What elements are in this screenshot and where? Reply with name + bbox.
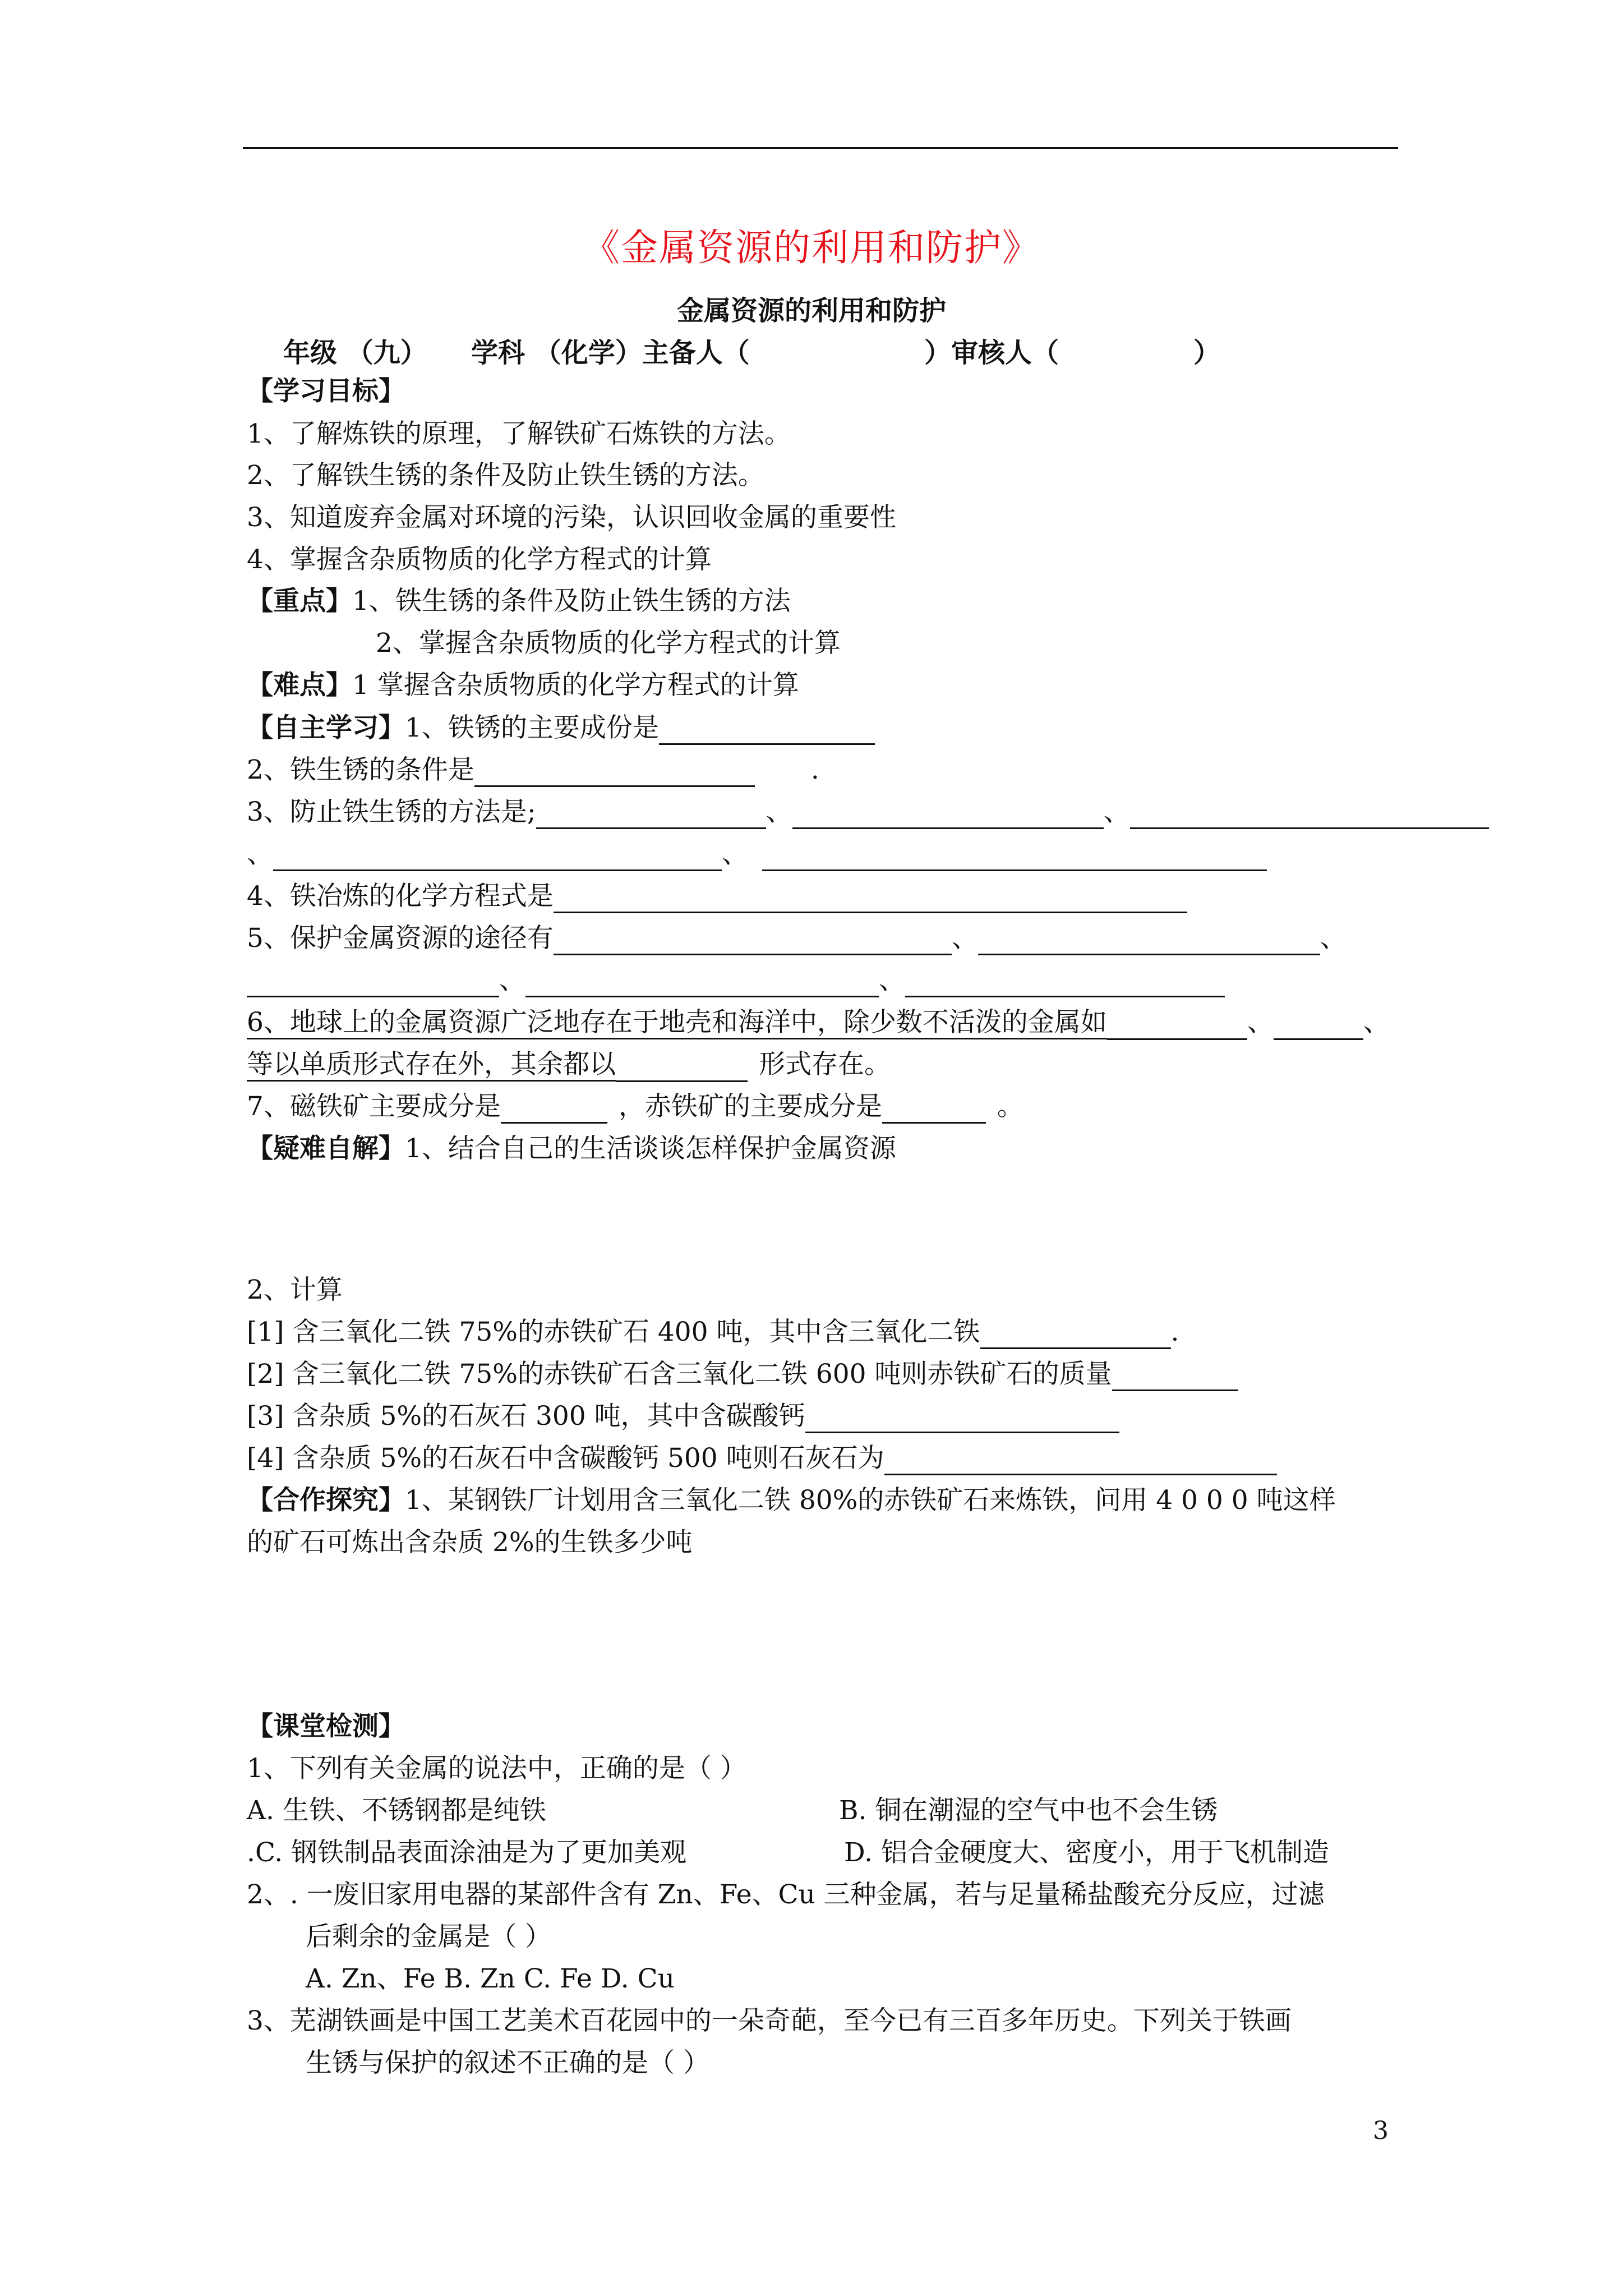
answer-blank[interactable]: [536, 800, 766, 829]
reviewer-close: ）: [1193, 337, 1221, 369]
key-point-2: 2、掌握含杂质物质的化学方程式的计算: [376, 628, 841, 659]
answer-blank[interactable]: [247, 969, 499, 997]
answer-blank[interactable]: [882, 1095, 986, 1124]
answer-blank[interactable]: [554, 885, 1187, 913]
answer-blank[interactable]: [1107, 1011, 1247, 1040]
answer-blank[interactable]: [501, 1095, 607, 1124]
main-title: 《金属资源的利用和防护》: [583, 226, 1040, 269]
reviewer-label: ）审核人（: [924, 337, 1059, 369]
objectives-header: 【学习目标】: [247, 376, 405, 407]
answer-blank[interactable]: [762, 843, 1267, 871]
answer-blank[interactable]: [1112, 1363, 1238, 1391]
cooperation-line2: 的矿石可炼出含杂质 2%的生铁多少吨: [247, 1527, 693, 1558]
answer-blank[interactable]: [525, 969, 879, 997]
test-q2-options: A. Zn、Fe B. Zn C. Fe D. Cu: [306, 1963, 675, 1994]
self-study-q7: 7、磁铁矿主要成分是 ，赤铁矿的主要成分是 。: [247, 1090, 1023, 1124]
self-solve-header: 【疑难自解】: [247, 1133, 405, 1164]
answer-blank[interactable]: [659, 716, 875, 745]
test-q2-line2: 后剩余的金属是（ ）: [306, 1921, 551, 1952]
class-test-header: 【课堂检测】: [247, 1711, 405, 1742]
self-solve-q1: 【疑难自解】1、结合自己的生活谈谈怎样保护金属资源: [247, 1133, 896, 1164]
answer-blank[interactable]: [273, 843, 722, 871]
test-q1-option-c: .C. 钢铁制品表面涂油是为了更加美观: [247, 1837, 687, 1868]
answer-blank[interactable]: [474, 758, 755, 787]
self-study-header: 【自主学习】: [247, 712, 405, 743]
test-q1: 1、下列有关金属的说法中，正确的是（ ）: [247, 1753, 746, 1784]
calc-item: [2] 含三氧化二铁 75%的赤铁矿石含三氧化二铁 600 吨则赤铁矿石的质量: [247, 1358, 1238, 1391]
page-number: 3: [1373, 2116, 1389, 2145]
cooperation-line1: 【合作探究】1、某钢铁厂计划用含三氧化二铁 80%的赤铁矿石来炼铁，问用 4 0 0 0 吨这样: [247, 1485, 1336, 1516]
cooperation-header: 【合作探究】: [247, 1485, 405, 1516]
difficulty-header: 【难点】: [247, 670, 352, 701]
answer-blank[interactable]: [978, 927, 1320, 955]
answer-blank[interactable]: [884, 1447, 1277, 1475]
answer-blank[interactable]: [980, 1320, 1171, 1349]
calc-item: [3] 含杂质 5%的石灰石 300 吨，其中含碳酸钙: [247, 1400, 1119, 1433]
test-q1-option-a: A. 生铁、不锈钢都是纯铁: [247, 1795, 546, 1826]
objective-item: 1、了解炼铁的原理，了解铁矿石炼铁的方法。: [247, 418, 791, 449]
calc-item: [1] 含三氧化二铁 75%的赤铁矿石 400 吨，其中含三氧化二铁 .: [247, 1315, 1179, 1349]
difficulty-line: [247, 669, 799, 702]
objective-item: 4、掌握含杂质物质的化学方程式的计算: [247, 544, 712, 575]
self-study-q5: 5、保护金属资源的途径有 、 、: [247, 922, 1347, 955]
key-points-header: 【重点】: [247, 586, 352, 616]
header-rule: [243, 147, 1398, 149]
answer-blank[interactable]: [616, 1053, 748, 1082]
test-q3-line1: 3、芜湖铁画是中国工艺美术百花园中的一朵奇葩，至今已有三百多年历史。下列关于铁画: [247, 2005, 1292, 2036]
test-q1-option-b: B. 铜在潮湿的空气中也不会生锈: [839, 1795, 1218, 1826]
answer-blank[interactable]: [1130, 800, 1489, 829]
self-study-q5-cont: 、 、: [247, 964, 1225, 997]
difficulty-text: 1 掌握含杂质物质的化学方程式的计算: [352, 670, 799, 701]
key-points-line: [247, 585, 791, 618]
answer-blank[interactable]: [805, 1405, 1119, 1433]
self-study-q6-cont: 等以单质形式存在外，其余都以 形式存在。: [247, 1048, 891, 1082]
test-q3-line2: 生锈与保护的叙述不正确的是（ ）: [306, 2047, 709, 2078]
calc-item: [4] 含杂质 5%的石灰石中含碳酸钙 500 吨则石灰石为: [247, 1442, 1277, 1475]
answer-blank[interactable]: [554, 927, 952, 955]
key-point-1: 1、铁生锈的条件及防止铁生锈的方法: [352, 586, 791, 616]
answer-blank[interactable]: [905, 969, 1225, 997]
subtitle: 金属资源的利用和防护: [676, 295, 946, 326]
grade-label: 年级 （九）: [283, 337, 427, 369]
self-study-q2: 2、铁生锈的条件是 .: [247, 753, 819, 787]
self-study-q1: 【自主学习】1、铁锈的主要成份是: [247, 711, 875, 745]
subject-label: 学科 （化学）主备人（: [471, 337, 750, 369]
self-study-q3-cont: 、 、: [247, 838, 1267, 871]
self-solve-q2: 2、计算: [247, 1274, 343, 1305]
answer-blank[interactable]: [792, 800, 1104, 829]
objective-item: 2、了解铁生锈的条件及防止铁生锈的方法。: [247, 460, 764, 491]
self-study-q6: 6、地球上的金属资源广泛地存在于地壳和海洋中，除少数不活泼的金属如 、 、: [247, 1006, 1390, 1040]
self-study-q3: 3、防止铁生锈的方法是; 、 、: [247, 795, 1489, 829]
test-q1-option-d: D. 铝合金硬度大、密度小，用于飞机制造: [844, 1837, 1329, 1868]
test-q2-line1: 2、. 一废旧家用电器的某部件含有 Zn、Fe、Cu 三种金属，若与足量稀盐酸充分反应，过滤: [247, 1879, 1325, 1910]
self-study-q4: 4、铁冶炼的化学方程式是: [247, 880, 1187, 913]
answer-blank[interactable]: [1274, 1011, 1363, 1040]
objective-item: 3、知道废弃金属对环境的污染，认识回收金属的重要性: [247, 502, 896, 533]
